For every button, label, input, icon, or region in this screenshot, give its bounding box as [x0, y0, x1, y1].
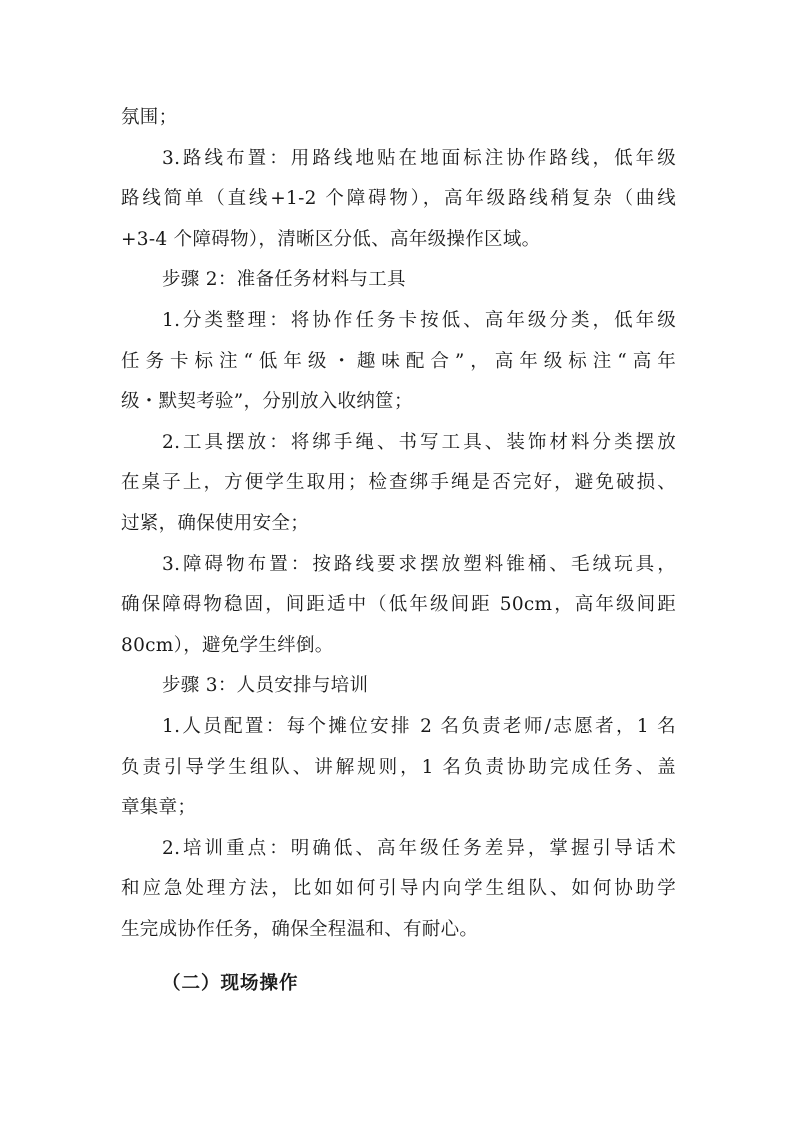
paragraph-line: 3.路线布置：用路线地贴在地面标注协作路线，低年级 — [162, 147, 676, 169]
paragraph-line: 路线简单（直线+1-2 个障碍物），高年级路线稍复杂（曲线 — [121, 188, 676, 210]
paragraph-line: 级・默契考验”，分别放入收纳筐； — [121, 391, 413, 413]
document-body — [121, 98, 676, 1004]
paragraph — [121, 260, 676, 301]
paragraph-line: 过紧，确保使用安全； — [121, 512, 310, 534]
paragraph — [121, 707, 676, 829]
paragraph-line: 负责引导学生组队、讲解规则，1 名负责协助完成任务、盖 — [121, 756, 676, 778]
paragraph — [121, 139, 676, 261]
paragraph — [121, 666, 676, 707]
paragraph-line: 和应急处理方法，比如如何引导内向学生组队、如何协助学 — [121, 878, 676, 900]
paragraph-line: 2.培训重点：明确低、高年级任务差异，掌握引导话术 — [162, 837, 676, 859]
paragraph-line: 1.分类整理：将协作任务卡按低、高年级分类，低年级 — [162, 309, 676, 331]
paragraph-line: 步骤 2：准备任务材料与工具 — [162, 269, 406, 291]
paragraph — [121, 423, 676, 545]
paragraph-line: 任务卡标注“低年级・趣味配合”，高年级标注“高年 — [121, 350, 676, 372]
paragraph-line: 3.障碍物布置：按路线要求摆放塑料锥桶、毛绒玩具， — [162, 553, 676, 575]
section-heading: （二）现场操作 — [162, 973, 299, 995]
paragraph-line: 步骤 3：人员安排与培训 — [162, 675, 369, 697]
paragraph-line: 确保障碍物稳固，间距适中（低年级间距 50cm，高年级间距 — [121, 594, 676, 616]
paragraph-line: 章集章； — [121, 797, 197, 819]
paragraph-line: 生完成协作任务，确保全程温和、有耐心。 — [121, 918, 479, 940]
paragraph — [121, 829, 676, 951]
paragraph — [121, 301, 676, 423]
paragraph-line: 氛围； — [121, 107, 178, 128]
paragraph-line: 2.工具摆放：将绑手绳、书写工具、装饰材料分类摆放 — [162, 431, 676, 453]
paragraph-line: 80cm），避免学生绊倒。 — [121, 634, 334, 656]
paragraph-line: +3-4 个障碍物），清晰区分低、高年级操作区域。 — [121, 228, 541, 250]
paragraph-line: 在桌子上，方便学生取用；检查绑手绳是否完好，避免破损、 — [121, 472, 676, 494]
paragraph-line: 1.人员配置：每个摊位安排 2 名负责老师/志愿者，1 名 — [162, 715, 676, 737]
paragraph — [121, 545, 676, 667]
paragraph — [121, 98, 676, 139]
